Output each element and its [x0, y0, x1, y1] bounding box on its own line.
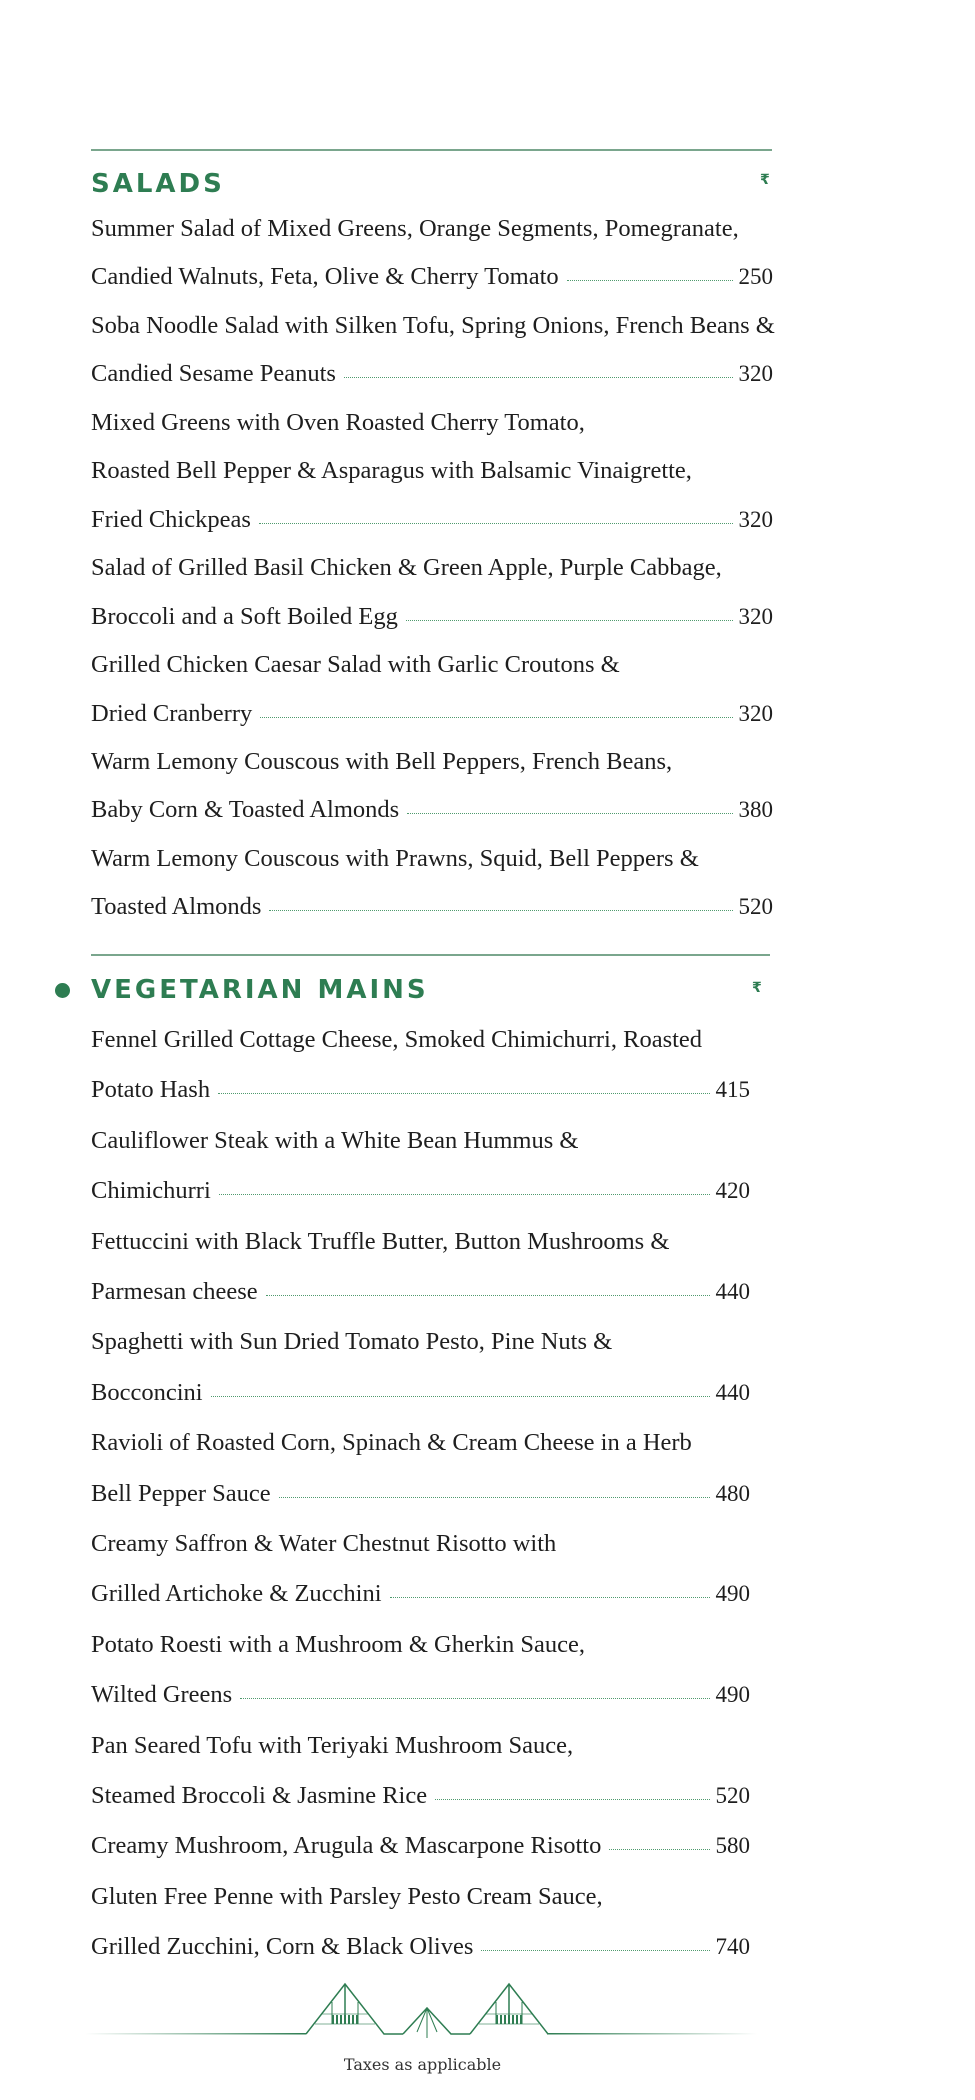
menu-item-price: 480 [715, 1480, 750, 1506]
dotted-leader [240, 1698, 709, 1699]
menu-item-name: Warm Lemony Couscous with Prawns, Squid, Bell Peppers & [91, 844, 699, 872]
menu-item-last-line [91, 1781, 750, 1811]
menu-item-line [91, 214, 739, 244]
cottage-left [306, 1984, 403, 2034]
menu-item-line [91, 1227, 669, 1257]
dotted-leader [567, 280, 733, 281]
menu-item-last-line [91, 1378, 750, 1408]
menu-item-line [91, 311, 775, 341]
menu-item-last-line [91, 795, 773, 825]
menu-item-price: 440 [715, 1379, 750, 1405]
dotted-leader [344, 377, 733, 378]
menu-item-name: Creamy Mushroom, Arugula & Mascarpone Risotto [91, 1832, 602, 1860]
menu-item-last-line [91, 1579, 750, 1609]
menu-item-name: Cauliflower Steak with a White Bean Hummus & [91, 1126, 579, 1154]
menu-item-name: Pan Seared Tofu with Teriyaki Mushroom Sauce, [91, 1731, 574, 1759]
menu-item-name: Grilled Chicken Caesar Salad with Garlic Croutons & [91, 651, 620, 679]
menu-item-name: Bell Pepper Sauce [91, 1479, 271, 1507]
menu-item-price: 740 [715, 1934, 750, 1960]
menu-item-price: 440 [715, 1279, 750, 1304]
menu-item-price: 580 [715, 1833, 750, 1859]
menu-item-name: Summer Salad of Mixed Greens, Orange Segments, Pomegranate, [91, 215, 739, 242]
menu-item-name: Baby Corn & Toasted Almonds [91, 796, 400, 824]
taxes-note: Taxes as applicable [343, 2055, 502, 2074]
menu-item-name: Warm Lemony Couscous with Bell Peppers, French Beans, [91, 747, 673, 775]
menu-item-last-line [91, 1176, 750, 1206]
cottage-right [470, 1984, 548, 2034]
menu-item-name: Grilled Zucchini, Corn & Black Olives [91, 1933, 474, 1961]
menu-item-line [91, 1529, 556, 1559]
menu-item-name: Mixed Greens with Oven Roasted Cherry Tomato, [91, 408, 585, 436]
menu-item-last-line [91, 699, 773, 729]
menu-item-line [91, 1882, 603, 1912]
dotted-leader [435, 1799, 709, 1800]
menu-item-line [91, 1327, 612, 1357]
menu-item-last-line [91, 1932, 750, 1962]
menu-item-price: 380 [738, 797, 773, 823]
menu-item-line [91, 408, 585, 438]
veg-mains-top-rule [91, 954, 770, 956]
menu-item-name: Fried Chickpeas [91, 505, 251, 533]
menu-item-last-line [91, 1277, 750, 1307]
menu-item-name: Fennel Grilled Cottage Cheese, Smoked Chimichurri, Roasted [91, 1026, 703, 1053]
footer-line-right [547, 2033, 757, 2035]
menu-item-last-line [91, 262, 773, 292]
currency-symbol-salads: ₹ [760, 172, 770, 188]
mountain-cottages-icon [60, 1970, 780, 2040]
dotted-leader [269, 910, 732, 911]
menu-item-line [91, 1025, 702, 1055]
menu-item-last-line [91, 1479, 750, 1509]
cottage-left-window [332, 2015, 358, 2024]
salads-top-rule [91, 149, 772, 151]
menu-item-line [91, 1428, 692, 1458]
currency-symbol-veg-mains: ₹ [752, 980, 762, 996]
menu-item-name: Bocconcini [91, 1378, 203, 1406]
menu-item-price: 490 [715, 1682, 750, 1708]
menu-item-name: Wilted Greens [91, 1681, 233, 1709]
cottage-right-window [496, 2015, 522, 2024]
menu-item-last-line [91, 892, 773, 922]
section-title-vegetarian-mains: VEGETARIAN MAINS [91, 975, 429, 1005]
menu-item-name: Ravioli of Roasted Corn, Spinach & Cream Cheese in a Herb [91, 1429, 692, 1457]
menu-item-price: 320 [738, 361, 773, 387]
menu-item-name: Creamy Saffron & Water Chestnut Risotto with [91, 1530, 557, 1557]
menu-item-line [91, 844, 699, 874]
menu-item-name: Candied Walnuts, Feta, Olive & Cherry Tomato [91, 263, 559, 291]
menu-item-name: Chimichurri [91, 1177, 211, 1205]
menu-item-price: 490 [715, 1581, 750, 1607]
menu-item-name: Roasted Bell Pepper & Asparagus with Balsamic Vinaigrette, [91, 457, 692, 485]
dotted-leader [266, 1295, 710, 1296]
dotted-leader [481, 1950, 709, 1951]
tent-middle [403, 2008, 470, 2038]
menu-item-name: Salad of Grilled Basil Chicken & Green Apple, Purple Cabbage, [91, 554, 722, 582]
menu-item-name: Parmesan cheese [91, 1278, 258, 1305]
menu-item-line [91, 650, 620, 680]
menu-item-name: Fettuccini with Black Truffle Butter, Button Mushrooms & [91, 1227, 670, 1255]
menu-item-price: 520 [715, 1783, 750, 1808]
dotted-leader [406, 620, 733, 621]
dotted-leader [279, 1497, 710, 1498]
menu-item-name: Soba Noodle Salad with Silken Tofu, Spring Onions, French Beans & [91, 311, 775, 339]
menu-item-price: 320 [738, 700, 773, 726]
menu-item-name: Spaghetti with Sun Dried Tomato Pesto, Pine Nuts & [91, 1328, 613, 1356]
menu-item-name: Steamed Broccoli & Jasmine Rice [91, 1782, 428, 1809]
menu-item-last-line [91, 602, 773, 632]
menu-item-last-line [91, 359, 773, 389]
menu-item-name: Toasted Almonds [91, 893, 262, 921]
menu-item-last-line [91, 505, 773, 535]
menu-item-last-line [91, 1831, 750, 1861]
menu-item-line [91, 553, 722, 583]
menu-item-name: Potato Roesti with a Mushroom & Gherkin Sauce, [91, 1630, 586, 1658]
menu-item-price: 420 [715, 1178, 750, 1204]
menu-item-name: Broccoli and a Soft Boiled Egg [91, 602, 398, 630]
menu-item-line [91, 1630, 585, 1660]
menu-item-price: 320 [738, 506, 773, 532]
menu-item-name: Gluten Free Penne with Parsley Pesto Cream Sauce, [91, 1882, 603, 1910]
dotted-leader [390, 1597, 710, 1598]
menu-item-price: 250 [738, 264, 773, 290]
menu-item-name: Potato Hash [91, 1076, 211, 1104]
menu-item-price: 520 [738, 894, 773, 920]
section-title-salads: SALADS [91, 169, 225, 199]
dotted-leader [211, 1396, 710, 1397]
menu-item-line [91, 747, 672, 777]
menu-item-line [91, 1126, 578, 1156]
veg-indicator-icon [55, 983, 70, 998]
dotted-leader [609, 1849, 709, 1850]
menu-item-line [91, 1731, 573, 1761]
dotted-leader [260, 717, 732, 718]
dotted-leader [219, 1194, 710, 1195]
dotted-leader [259, 523, 733, 524]
footer-line-left [85, 2033, 306, 2035]
menu-item-line [91, 456, 692, 486]
menu-item-last-line [91, 1680, 750, 1710]
dotted-leader [407, 813, 732, 814]
dotted-leader [218, 1093, 709, 1094]
menu-item-name: Dried Cranberry [91, 699, 253, 727]
menu-item-name: Candied Sesame Peanuts [91, 360, 336, 388]
menu-item-last-line [91, 1075, 750, 1105]
menu-item-name: Grilled Artichoke & Zucchini [91, 1580, 382, 1608]
menu-item-price: 415 [715, 1077, 750, 1103]
menu-item-price: 320 [738, 603, 773, 629]
